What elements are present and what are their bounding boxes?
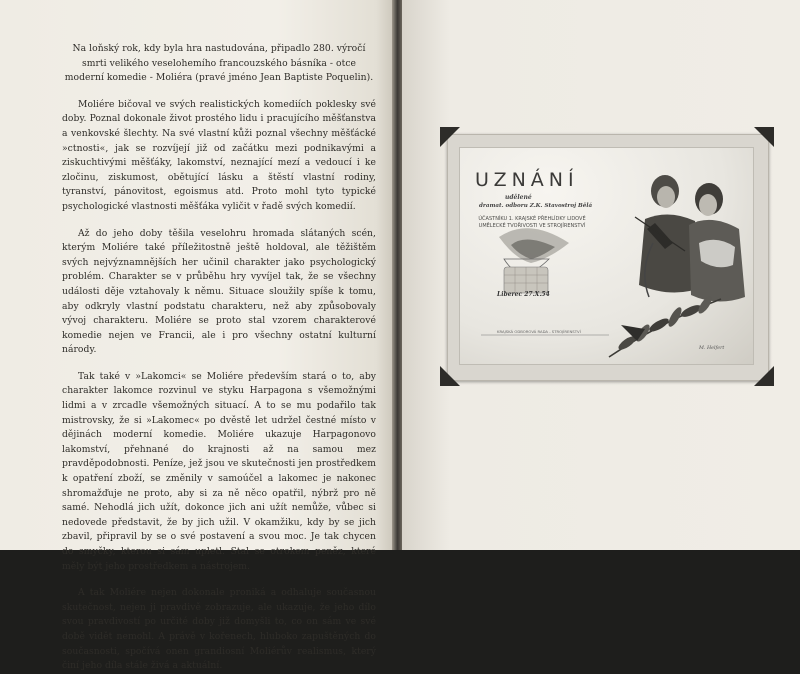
paragraph-3: Až do jeho doby těšila veselohru hromada slátaných scén, kterým Moliére také příležitostně ještě holdoval, ale těžištěm svých nejvýznamnějších her učinil charakter jako psychologický problém. Charakter se v průběhu hry vyvíjel tak, že se všechny události děje vztahovaly k němu. Situace sloužily spíše k tomu, aby odkryly vlastní podstatu charakteru, než aby způsobovaly vývoj charakteru. Moliére se proto stal vzorem charakterové komedie nejen ve Francii, ale i pro všechny ostatní kulturní národy. xyxy=(62,227,376,356)
certificate-subtitle-1: udělené xyxy=(505,194,532,201)
paragraph-4: Tak také v »Lakomci« se Moliére především stará o to, aby charakter lakomce rozvinul ve styku Harpagona s všemožnými lidmi a v zrcadle všemožných situací. A to se mu podařilo tak mistrovsky, že si »Lakomec« po dvěstě let udržel čestné místo v dějinách moderní komedie. Moliére ukazuje Harpagonovo lakomství, přehnané do krajnosti až na samou mez pravděpodobnosti. Peníze, jež jsou ve skutečnosti jen prostředkem k opatření zboží, se změnily v samoúčel a lakomec je nakonec shromažďuje ne proto, aby si za ně něco opatřil, nýbrž pro ně samé. Nehodlá jich užít, dokonce jich ani užít nemůže, vůbec si nedovede představit, že by jich užil. V okamžiku, kdy by se jich zbavil, připravil by se o své postavení a svou moc. Je tak chycen do smyčky, kterou si sám upletl. Stal se otrokem peněz, které měly být jeho prostředkem a nástrojem. xyxy=(62,370,376,572)
certificate-subtitle-2: dramat. odboru Z.K. Stavostroj Bělá xyxy=(479,203,593,209)
musicians-illustration xyxy=(635,175,745,302)
book-gutter xyxy=(392,0,402,550)
certificate-photo xyxy=(459,147,754,365)
certificate-date: Liberec 27.X.54 xyxy=(497,291,550,298)
certificate-title: UZNÁNÍ xyxy=(475,169,579,191)
paragraph-1: Na loňský rok, kdy byla hra nastudována, připadlo 280. výročí smrti velikého veselohemího francouzského básníka - otce moderní komedie - Moliéra (pravé jméno Jean Baptiste Poquelin). xyxy=(64,43,374,84)
certificate-stamp: KRAJSKÁ ODBOROVÁ RADA - STROJÍRENSTVÍ xyxy=(497,329,581,334)
paragraph-2: Moliére bičoval ve svých realistických komediích poklesky své doby. Poznal dokonale život prostého lidu i pracujícího měšťanstva a venkovské šlechty. Na své vlastní kůži poznal všechny měšťácké »ctnosti«, jak se rozvíjejí již od začátku mezi podnikavými a ziskuchtivými měšťáky, lakomství, neznající mezí a vedoucí i ke zločinu, ziskumost, obětující lásku a štěstí vlastní rodiny, tyranství, pánovitost, egoismus atd. Proto mohl tyto typické psychologické vlastnosti měšťáka vyličit v řadě svých komedií. xyxy=(62,98,376,212)
left-page-text xyxy=(62,42,376,674)
certificate-signature: M. Helfert xyxy=(699,346,725,351)
certificate-subtitle-3: ÚČASTNÍKU 1. KRAJSKÉ PŘEHLÍDKY LIDOVÉ UMĚLECKÉ TVOŘIVOSTI VE STROJÍRENSTVÍ xyxy=(478,216,586,229)
paragraph-5: A tak Moliére nejen dokonale proniká a odhaluje současnou skutečnost, nejen ji pravdivě zobrazuje, ale ukazuje, že jeho dílo svou pravdivostí po určité doby již domyšli to, co on sám ve své době vidět nemohl. A právě v kořenech, hluboko zapuštěných do současnosti, spočívá onen grandiosní Moliérův realismus, který činí jeho díla stále živá a aktuální. xyxy=(62,587,376,672)
left-page xyxy=(0,0,396,672)
balloon-illustration xyxy=(499,228,569,293)
